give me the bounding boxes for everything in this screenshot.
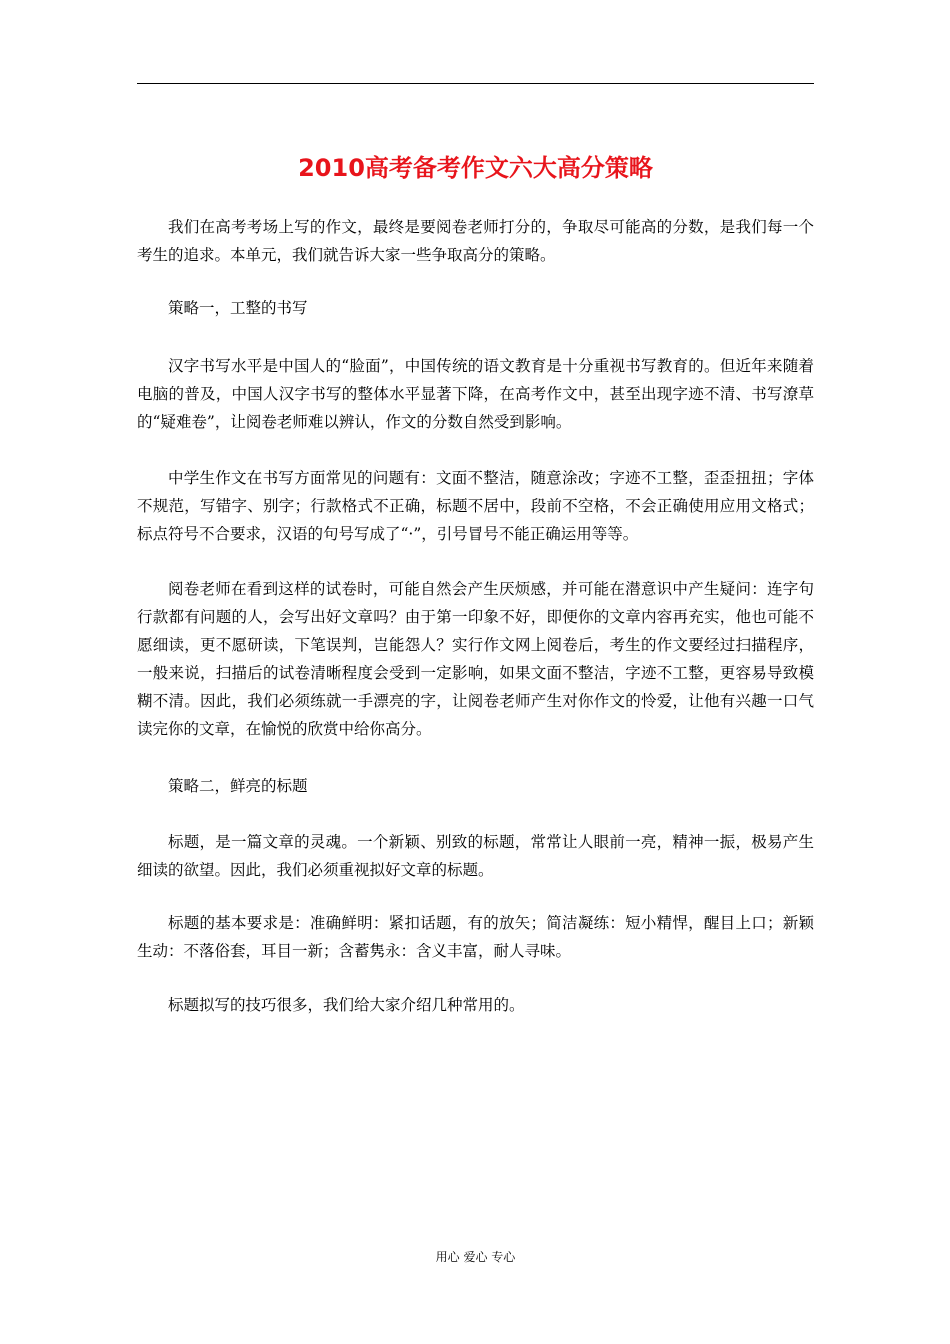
common-problems-paragraph: 中学生作文在书写方面常见的问题有：文面不整洁，随意涂改；字迹不工整，歪歪扭扭；字体不规范，写错字、别字；行款格式不正确，标题不居中，段前不空格，不会正确使用应用文格式；标点符号不合要求，汉语的句号写成了“·”，引号冒号不能正确运用等等。	[137, 469, 814, 543]
title-requirements-paragraph: 标题的基本要求是：准确鲜明：紧扣话题，有的放矢；简洁凝练：短小精悍，醒目上口；新颖生动：不落俗套，耳目一新；含蓄隽永：含义丰富，耐人寻味。	[137, 914, 814, 960]
page-title: 2010高考备考作文六大高分策略	[298, 154, 653, 182]
title-techniques-paragraph: 标题拟写的技巧很多，我们给大家介绍几种常用的。	[168, 996, 525, 1014]
handwriting-face-paragraph: 汉字书写水平是中国人的“脸面”，中国传统的语文教育是十分重视书写教育的。但近年来随着电脑的普及，中国人汉字书写的整体水平显著下降，在高考作文中，甚至出现字迹不清、书写潦草的“疑难卷”，让阅卷老师难以辨认，作文的分数自然受到影响。	[137, 357, 814, 431]
document-body	[137, 213, 814, 1019]
grader-impression-paragraph: 阅卷老师在看到这样的试卷时，可能自然会产生厌烦感，并可能在潜意识中产生疑问：连字句行款都有问题的人，会写出好文章吗？由于第一印象不好，即便你的文章内容再充实，他也可能不愿细读，更不愿研读，下笔误判，岂能怨人？实行作文网上阅卷后，考生的作文要经过扫描程序，一般来说，扫描后的试卷清晰程度会受到一定影响，如果文面不整洁，字迹不工整，更容易导致模糊不清。因此，我们必须练就一手漂亮的字，让阅卷老师产生对你作文的怜爱，让他有兴趣一口气读完你的文章，在愉悦的欣赏中给你高分。	[137, 580, 814, 738]
header-rule	[137, 83, 814, 84]
page-footer: 用心 爱心 专心	[435, 1250, 516, 1264]
title-soul-paragraph: 标题，是一篇文章的灵魂。一个新颖、别致的标题，常常让人眼前一亮，精神一振，极易产生细读的欲望。因此，我们必须重视拟好文章的标题。	[137, 833, 814, 879]
strategy-two-heading: 策略二，鲜亮的标题	[168, 777, 308, 795]
intro-paragraph: 我们在高考考场上写的作文，最终是要阅卷老师打分的，争取尽可能高的分数，是我们每一个考生的追求。本单元，我们就告诉大家一些争取高分的策略。	[137, 218, 814, 264]
strategy-one-heading: 策略一，工整的书写	[168, 299, 308, 317]
